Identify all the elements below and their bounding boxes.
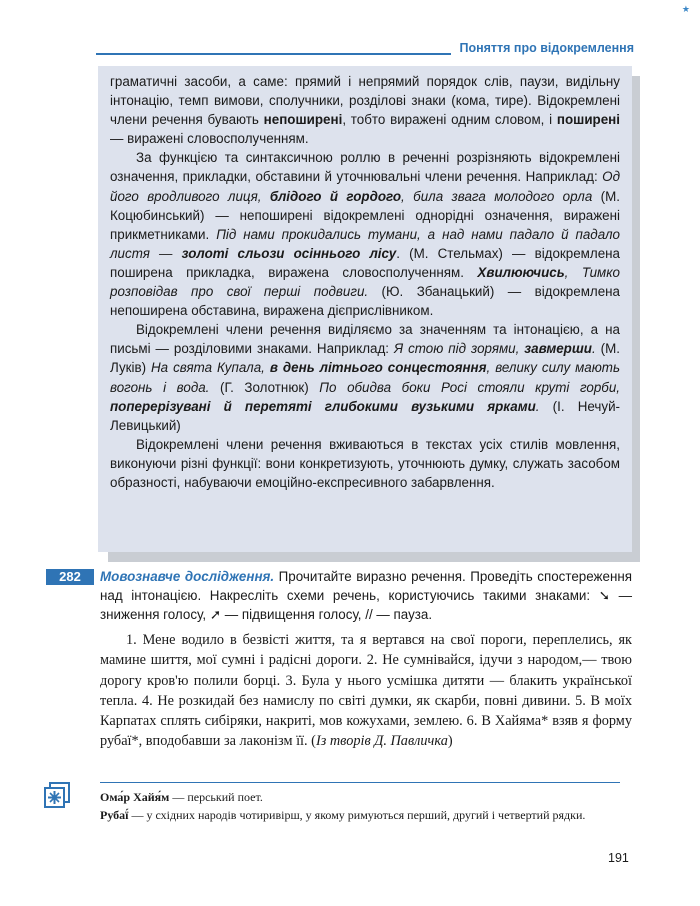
text-run: поширені — [556, 112, 620, 128]
text-run: Відокремлені члени речення виділяємо за значенням та інтонацією, а на письмі — розділовими знаками. Наприклад: — [110, 322, 620, 357]
section-title: Поняття про відокремлення — [451, 40, 640, 56]
theory-paragraph — [110, 148, 620, 320]
text-run: На свята Купала, — [151, 360, 270, 376]
text-run: Під нами прокидались тумани, а над нами падало й падало листя — — [110, 226, 620, 261]
text-run: , Тимко розповідав про свої перші подвиги. — [110, 264, 620, 300]
glossary-icon — [44, 782, 70, 808]
footnote — [100, 807, 620, 824]
footnote — [100, 789, 620, 806]
text-run: (Ю. Збанацький) — відокремлена непоширена обставина, виражена дієприслівником. — [110, 284, 620, 319]
text-run: блідого й гордого — [269, 188, 402, 204]
rising-tone-arrow-icon: ➚ — [209, 607, 222, 622]
theory-paragraph — [110, 435, 620, 492]
publisher-logo: ★ — [681, 4, 690, 14]
text-run: , била звага молодого орла — [401, 188, 593, 204]
text-run: Хвилюючись — [477, 264, 565, 280]
theory-paragraph — [110, 320, 620, 435]
text-run: , велику силу мають вогонь і вода. — [110, 360, 620, 395]
text-run: граматичні засоби, а саме: прямий і непрямий порядок слів, паузи, видільну інтонацію, темп вимови, сполучники, розділові знаки (кома, тире). Відокремлені члени речення бувають — [110, 74, 620, 128]
text-run: Од його вродливого лиця, — [110, 169, 620, 204]
text-run: 1. Мене водило в безвісті життя, та я вертався на свої пороги, переплелись, як мамине шиття, мої сумні і радісні дороги. 2. Не сумнівайся, ідучи з народом,— твою дорогу кров'ю полили борці. 3. Була у нього усмішка дитяти — блакить української тепла. 4. Не розкидай без намислу по світі думки, як скарби, повні дивини. 5. В моїх Карпатах сплять сибіряки, накриті, мов кожухами, землею. 6. В Хайяма* взяв я форму рубаї*, вподобавши за лаконізм її. ( — [100, 632, 632, 750]
section-header — [96, 40, 640, 56]
text-run: непоширені — [263, 112, 343, 128]
text-run: По обидва боки Росі стояли круті горби, — [319, 379, 620, 395]
text-run: золоті сльози осіннього лісу — [181, 245, 397, 261]
exercise-title: Мовознавче дослідження. — [100, 569, 275, 584]
exercise-task — [100, 567, 632, 624]
text-run: — виражені словосполученням. — [110, 131, 309, 147]
exercise — [100, 567, 632, 752]
text-run: Із творів Д. Павличка — [315, 733, 448, 750]
task-text: Прочитайте виразно речення. Проведіть спостереження над інтонацією. Накресліть схеми речень, користуючись такими знаками: — [100, 569, 632, 603]
task-text: — підвищення голосу, // — пауза. — [221, 607, 433, 622]
text-run: — у східних народів чотиривірш, у якому римуються перший, другий і четвертий рядки. — [128, 808, 586, 822]
footnotes — [100, 789, 620, 825]
text-run: поперерізувані й перетяті глибокими вузькими ярками — [110, 398, 536, 414]
exercise-number: 282 — [46, 569, 94, 585]
text-run: Ома́р Хайя́м — [100, 790, 170, 804]
text-run: Відокремлені члени речення вживаються в текстах усіх стилів мовлення, виконуючи різні функції: вони конкретизують, уточнюють думку, служать засобом образності, набуваючи емоційно-експресивного забарвлення. — [110, 436, 620, 490]
theory-paragraph — [110, 72, 620, 148]
text-run: Я стою під зорями, — [394, 341, 525, 357]
exercise-sentences — [100, 630, 632, 752]
text-run: За функцією та синтаксичною роллю в реченні розрізняють відокремлені означення, прикладки, обставини й уточнювальні члени речення. Наприклад: — [110, 150, 620, 185]
text-run: — перський поет. — [169, 790, 263, 804]
text-run: . — [591, 341, 596, 357]
text-run: (М. Коцюбинський) — непоширені відокремлені однорідні означення, виражені прикметниками. — [110, 188, 621, 242]
text-run: Рубаї́ — [100, 808, 129, 822]
page-number: 191 — [608, 851, 629, 865]
text-run: в день літнього сонцестояння — [269, 360, 487, 376]
text-run: ) — [447, 733, 453, 750]
text-run: завмерши — [524, 341, 592, 357]
text-run: (М. Луків) — [110, 341, 620, 376]
text-run: . — [535, 398, 540, 414]
falling-tone-arrow-icon: ➘ — [598, 588, 610, 603]
text-run: (І. Нечуй-Левицький) — [110, 398, 621, 433]
task-text: — зниження голосу, — [100, 588, 632, 622]
footnote-rule — [100, 782, 620, 783]
text-run: . (М. Стельмах) — відокремлена поширена прикладка, виражена словосполученням. — [110, 245, 620, 280]
text-run: , тобто виражені одним словом, і — [342, 112, 557, 128]
text-run: (Г. Золотнюк) — [209, 379, 320, 395]
theory-box — [98, 66, 632, 552]
